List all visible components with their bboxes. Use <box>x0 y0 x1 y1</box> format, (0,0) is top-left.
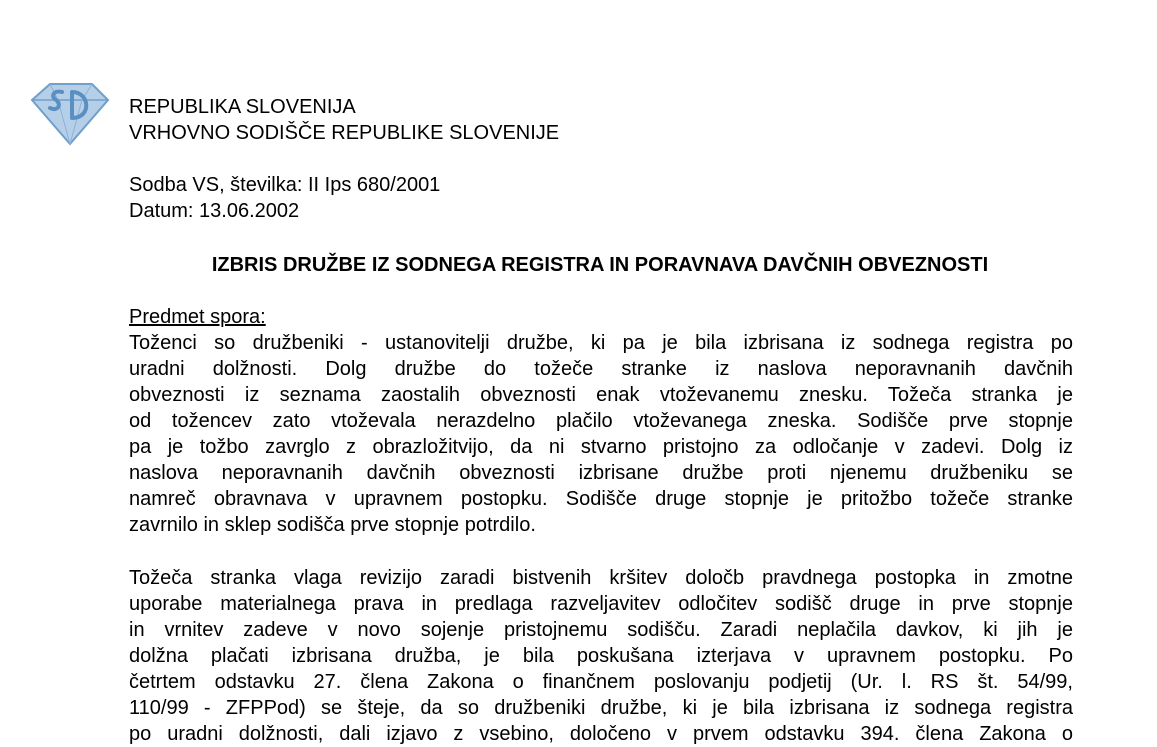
country-name: REPUBLIKA SLOVENIJA <box>129 96 356 118</box>
paragraph-2 <box>129 565 1073 747</box>
text-line: obveznosti iz seznama zaostalih obveznosti enak vtoževanemu znesku. Tožeča stranka je <box>129 384 1073 406</box>
document-title: IZBRIS DRUŽBE IZ SODNEGA REGISTRA IN PORAVNAVA DAVČNIH OBVEZNOSTI <box>211 254 989 276</box>
text-line: po uradni dolžnosti, dali izjavo z vsebino, določeno v prvem odstavku 394. člena Zakona o <box>129 723 1073 745</box>
text-line: Toženci so družbeniki - ustanovitelji družbe, ki pa je bila izbrisana iz sodnega registra po <box>129 332 1073 354</box>
court-name: VRHOVNO SODIŠČE REPUBLIKE SLOVENIJE <box>129 122 560 144</box>
text-line: zavrnilo in sklep sodišča prve stopnje potrdilo. <box>129 514 536 536</box>
text-line: 110/99 - ZFPPod) se šteje, da so družbeniki družbe, ki je bila izbrisana iz sodnega registra <box>129 697 1073 719</box>
text-line: od tožencev zato vtoževala nerazdelno plačilo vtoževanega zneska. Sodišče prve stopnje <box>129 410 1073 432</box>
judgment-number: Sodba VS, številka: II Ips 680/2001 <box>129 174 441 196</box>
paragraph-1 <box>129 330 1073 538</box>
text-line: in vrnitev zadeve v novo sojenje pristojnemu sodišču. Zaradi neplačila davkov, ki jih je <box>129 619 1073 641</box>
text-line: četrtem odstavku 27. člena Zakona o finančnem poslovanju podjetij (Ur. l. RS št. 54/99, <box>129 671 1073 693</box>
text-line: Tožeča stranka vlaga revizijo zaradi bistvenih kršitev določb pravdnega postopka in zmotne <box>129 567 1073 589</box>
case-info <box>129 172 440 224</box>
text-line: uradni dolžnosti. Dolg družbe do tožeče stranke iz naslova neporavnanih davčnih <box>129 358 1073 380</box>
judgment-date: Datum: 13.06.2002 <box>129 200 300 222</box>
section-heading: Predmet spora: <box>129 306 266 328</box>
court-header <box>129 94 559 146</box>
supreme-court-logo <box>28 78 112 150</box>
text-line: naslova neporavnanih davčnih obveznosti izbrisane družbe proti njenemu družbeniku se <box>129 462 1073 484</box>
text-line: pa je tožbo zavrglo z obrazložitvijo, da ni stvarno pristojno za odločanje v zadevi. Dolg iz <box>129 436 1073 458</box>
text-line: dolžna plačati izbrisana družba, je bila poskušana izterjava v upravnem postopku. Po <box>129 645 1073 667</box>
text-line: namreč obravnava v upravnem postopku. Sodišče druge stopnje je pritožbo tožeče stranke <box>129 488 1073 510</box>
text-line: uporabe materialnega prava in predlaga razveljavitev odločitev sodišč druge in prve stopnje <box>129 593 1073 615</box>
